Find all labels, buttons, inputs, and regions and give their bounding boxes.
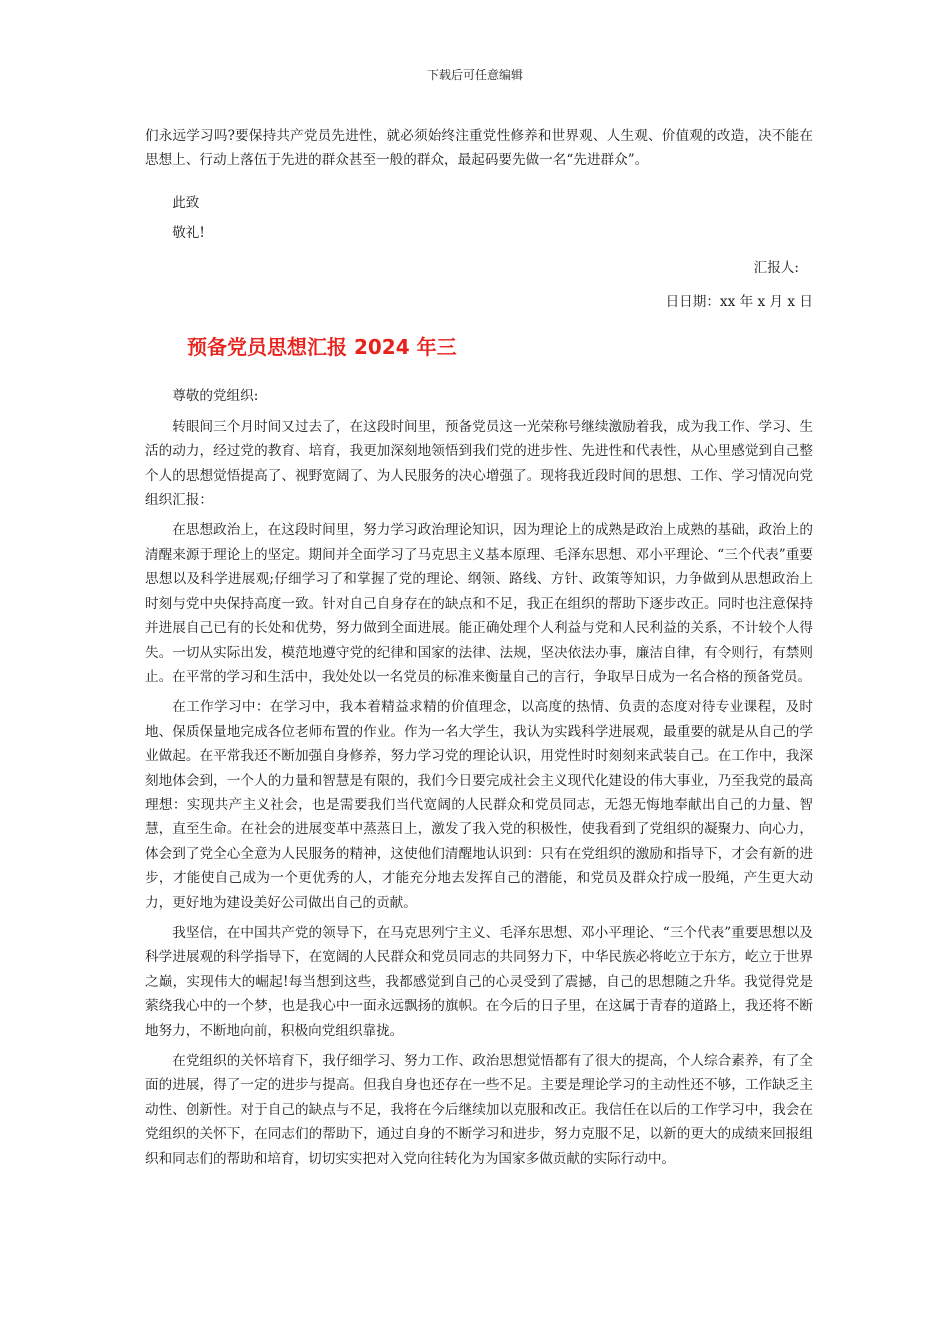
report-paragraph: 我坚信，在中国共产党的领导下，在马克思列宁主义、毛泽东思想、邓小平理论、“三个代表”重要思想以及科学进展观的科学指导下，在宽阔的人民群众和党员同志的共同努力下，中华民族必将屹立于东方，屹立于世界之巅，实现伟大的崛起!每当想到这些，我都感觉到自己的心灵受到了震撼，自己的思想随之升华。我觉得党是萦绕我心中的一个梦，也是我心中一面永远飘扬的旗帜。在今后的日子里，在这属于青春的道路上，我还将不断地努力，不断地向前，积极向党组织靠拢。 (145, 924, 813, 1039)
page-header-note: 下载后可任意编辑 (426, 68, 523, 82)
closing-line-2: 敬礼! (172, 225, 205, 242)
closing-line-1: 此致 (172, 194, 200, 211)
report-greeting: 尊敬的党组织: (172, 388, 259, 405)
previous-letter-continuation: 们永远学习吗?要保持共产党员先进性，就必须始终注重党性修养和世界观、人生观、价值观的改造，决不能在思想上、行动上落伍于先进的群众甚至一般的群众，最起码要先做一名“先进群众”。 (145, 128, 813, 169)
report-paragraph: 在工作学习中：在学习中，我本着精益求精的价值理念，以高度的热情、负责的态度对待专业课程，及时地、保质保量地完成各位老师布置的作业。作为一名大学生，我认为实践科学进展观，最重要的就是从自己的学业做起。在平常我还不断加强自身修养，努力学习党的理论认识，用党性时时刻刻来武装自己。在工作中，我深刻地体会到，一个人的力量和智慧是有限的，我们今日要完成社会主义现代化建设的伟大事业，乃至我党的最高理想：实现共产主义社会，也是需要我们当代宽阔的人民群众和党员同志，无怨无悔地奉献出自己的力量、智慧，直至生命。在社会的进展变革中蒸蒸日上，激发了我入党的积极性，使我看到了党组织的凝聚力、向心力，体会到了党全心全意为人民服务的精神，这使他们清醒地认识到：只有在党组织的激励和指导下，才会有新的进步，才能使自己成为一个更优秀的人，才能充分地去发挥自己的潜能，和党员及群众拧成一股绳，产生更大动力，更好地为建设美好公司做出自己的贡献。 (145, 699, 813, 911)
document-body (145, 124, 813, 1177)
report-paragraph: 转眼间三个月时间又过去了，在这段时间里，预备党员这一光荣称号继续激励着我，成为我工作、学习、生活的动力，经过党的教育、培育，我更加深刻地领悟到我们党的进步性、先进性和代表性，从心里感觉到自己整个人的思想觉悟提高了、视野宽阔了、为人民服务的决心增强了。现将我近段时间的思想、工作、学习情况向党组织汇报： (145, 418, 813, 509)
report-paragraph: 在思想政治上，在这段时间里，努力学习政治理论知识，因为理论上的成熟是政治上成熟的基础，政治上的清醒来源于理论上的坚定。期间并全面学习了马克思主义基本原理、毛泽东思想、邓小平理论、“三个代表”重要思想以及科学进展观;仔细学习了和掌握了党的理论、纲领、路线、方针、政策等知识，力争做到从思想政治上时刻与党中央保持高度一致。针对自己自身存在的缺点和不足，我正在组织的帮助下逐步改正。同时也注意保持并进展自己已有的长处和优势，努力做到全面进展。能正确处理个人利益与党和人民利益的关系，不计较个人得失。一切从实际出发，模范地遵守党的纪律和国家的法律、法规，坚决依法办事，廉洁自律，有令则行，有禁则止。在平常的学习和生活中，我处处以一名党员的标准来衡量自己的言行，争取早日成为一名合格的预备党员。 (145, 522, 813, 685)
report-title: 预备党员思想汇报 2024 年三 (187, 335, 457, 360)
date-line: 日日期：xx 年 x 月 x 日 (665, 294, 813, 311)
report-paragraph: 在党组织的关怀培育下，我仔细学习、努力工作、政治思想觉悟都有了很大的提高，个人综合素养，有了全面的进展，得了一定的进步与提高。但我自身也还存在一些不足。主要是理论学习的主动性还不够，工作缺乏主动性、创新性。对于自己的缺点与不足，我将在今后继续加以克服和改正。我信任在以后的工作学习中，我会在党组织的关怀下，在同志们的帮助下，通过自身的不断学习和进步，努力克服不足，以新的更大的成绩来回报组织和同志们的帮助和培育，切切实实把对入党向往转化为为国家多做贡献的实际行动中。 (145, 1053, 813, 1167)
signature-line: 汇报人: (753, 259, 799, 276)
